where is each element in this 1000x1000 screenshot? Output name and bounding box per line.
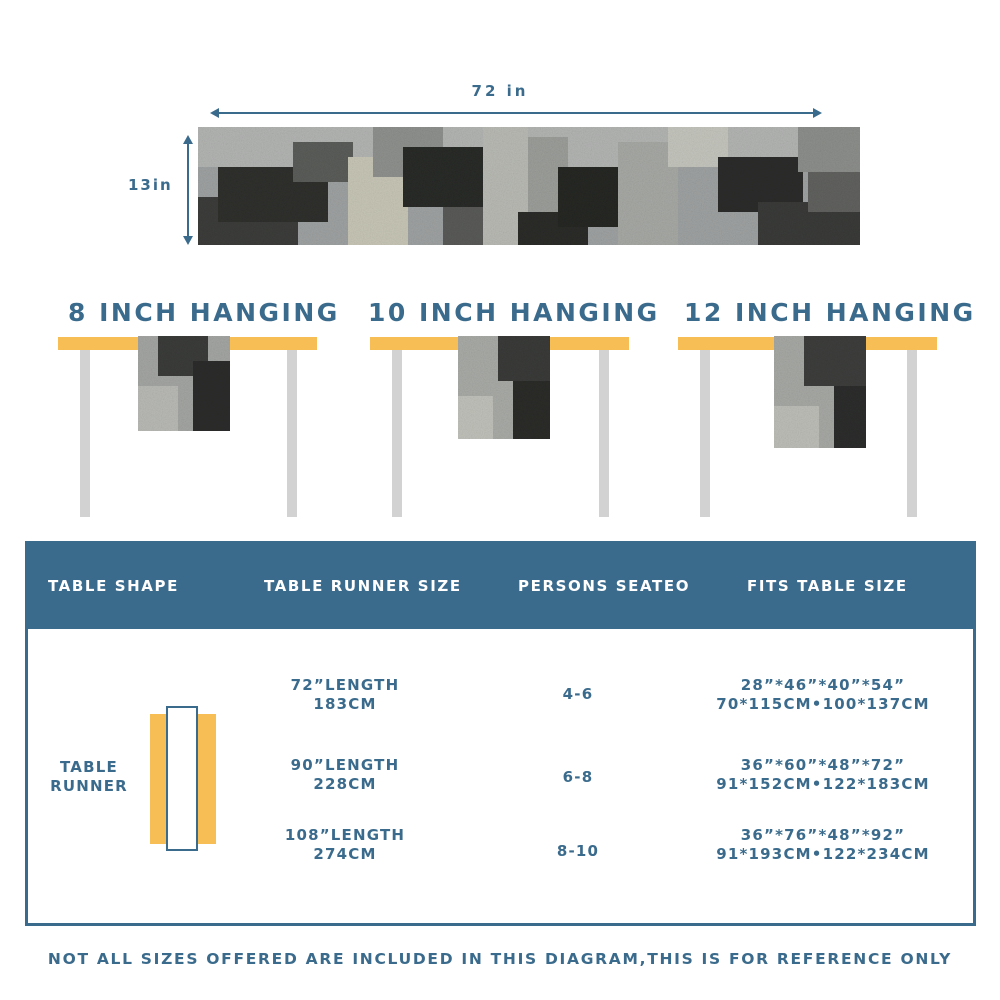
runner-size-cell: 72”LENGTH 183CM [290,676,400,713]
fits-size-cell: 28”*46”*40”*54” 70*115CM•100*137CM [716,676,930,713]
footnote: NOT ALL SIZES OFFERED ARE INCLUDED IN THIS DIAGRAM,THIS IS FOR REFERENCE ONLY [47,950,953,968]
hanging-title-10-inch: 10 INCH HANGING [368,298,660,327]
height-dimension-label: 13in [128,176,173,194]
size-table [25,541,976,926]
runner-outline [166,706,198,851]
table-leg [392,350,402,517]
table-leg [599,350,609,517]
persons-cell: 4-6 [562,685,594,703]
persons-cell: 6-8 [562,768,594,786]
hanging-title-12-inch: 12 INCH HANGING [684,298,976,327]
hanging-title-8-inch: 8 INCH HANGING [68,298,340,327]
hanging-runner-10-inch [458,336,550,439]
fits-size-cell: 36”*60”*48”*72” 91*152CM•122*183CM [716,756,930,793]
persons-cell: 8-10 [556,842,600,860]
table-leg [700,350,710,517]
table-leg [80,350,90,517]
height-dimension-arrow [181,135,195,245]
table-leg [907,350,917,517]
runner-size-cell: 108”LENGTH 274CM [284,826,406,863]
table-runner-image [198,127,860,245]
hanging-runner-8-inch [138,336,230,431]
table-leg [287,350,297,517]
header-persons-seated: PERSONS SEATEO [518,577,691,595]
header-table-runner-size: TABLE RUNNER SIZE [264,577,462,595]
header-table-shape: TABLE SHAPE [48,577,179,595]
header-fits-table-size: FITS TABLE SIZE [747,577,908,595]
size-table-header [28,544,973,629]
hanging-runner-12-inch [774,336,866,448]
width-dimension-label: 72 in [471,82,529,100]
shape-label: TABLE RUNNER [50,758,128,795]
fits-size-cell: 36”*76”*48”*92” 91*193CM•122*234CM [716,826,930,863]
runner-size-cell: 90”LENGTH 228CM [290,756,400,793]
width-dimension-arrow [210,106,822,120]
